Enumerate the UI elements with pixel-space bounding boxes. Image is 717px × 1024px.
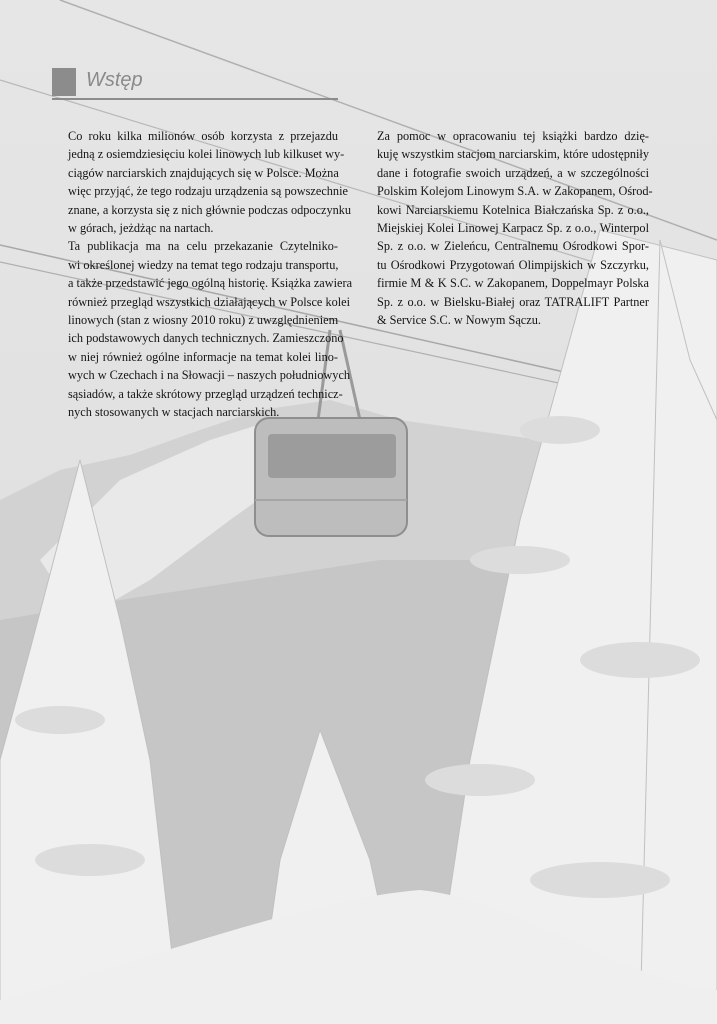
text-line: sąsiadów, a także skrótowy przegląd urządzeń technicz- — [68, 386, 343, 401]
text-line: wi określonej wiedzy na temat tego rodzaju transportu, — [68, 257, 339, 272]
text-line: dane i fotografie swoich urządzeń, a w szczególności — [377, 165, 649, 180]
snow-clump — [35, 844, 145, 876]
paragraph — [52, 237, 353, 421]
text-line: Sp. z o.o. w Zieleńcu, Centralnemu Ośrodkowi Spor- — [377, 239, 649, 254]
text-line: a także przedstawić jego ogólną historię. Książka zawiera — [68, 276, 353, 291]
text-line: jedną z osiemdziesięciu kolei linowych lub kilkuset wy- — [68, 147, 345, 162]
heading-marker-block — [52, 68, 76, 96]
text-line: & Service S.C. w Nowym Sączu. — [377, 313, 541, 328]
text-line: ich podstawowych danych technicznych. Zamieszczono — [68, 331, 344, 346]
text-line: Sp. z o.o. w Bielsku-Białej oraz TATRALIFT Partner — [377, 294, 649, 309]
paragraph — [52, 127, 352, 237]
text-line: kowi Narciarskiemu Kotelnica Białczańska Sp. z o.o., — [377, 202, 649, 217]
text-line: linowych (stan z wiosny 2010 roku) z uwzględnieniem — [68, 313, 339, 328]
text-line: Polskim Kolejom Linowym S.A. w Zakopanem, Ośrod- — [377, 184, 653, 199]
text-line: Ta publikacja ma na celu przekazanie Czytelniko- — [68, 239, 338, 254]
text-line: w górach, jeżdżąc na nartach. — [68, 221, 214, 236]
text-line: firmie M & K S.C. w Zakopanem, Doppelmayr Polska — [377, 276, 649, 291]
text-line: Co roku kilka milionów osób korzysta z przejazdu — [68, 129, 338, 143]
text-line: więc przyjąć, że tego rodzaju urządzenia są powszechnie — [68, 184, 348, 199]
snow-clump — [520, 416, 600, 444]
snow-clump — [425, 764, 535, 796]
text-line: znane, a korzysta się z nich głównie podczas odpoczynku — [68, 202, 352, 217]
text-line: wych w Czechach i na Słowacji – naszych południowych — [68, 368, 351, 383]
text-line: nych stosowanych w stacjach narciarskich. — [68, 405, 280, 420]
text-column-left — [52, 127, 353, 422]
text-line: Miejskiej Kolei Linowej Karpacz Sp. z o.o., Winterpol — [377, 221, 649, 236]
text-line: kuję wszystkim stacjom narciarskim, które udostępniły — [377, 147, 649, 162]
text-line: ciągów narciarskich znajdujących się w Polsce. Można — [68, 165, 339, 180]
snow-clump — [580, 642, 700, 678]
text-line: w niej również ogólne informacje na temat kolei lino- — [68, 349, 338, 364]
text-line: Za pomoc w opracowaniu tej książki bardzo dzię- — [377, 129, 649, 143]
text-line: również przegląd wszystkich działających w Polsce kolei — [68, 294, 351, 309]
text-line: tu Ośrodkowi Przygotowań Olimpijskich w Szczyrku, — [377, 257, 649, 272]
paragraph — [361, 127, 653, 329]
section-title: Wstęp — [86, 69, 143, 91]
snow-clump — [15, 706, 105, 734]
text-column-right — [361, 127, 653, 329]
section-heading — [52, 68, 338, 100]
snow-clump — [470, 546, 570, 574]
snow-clump — [530, 862, 670, 898]
